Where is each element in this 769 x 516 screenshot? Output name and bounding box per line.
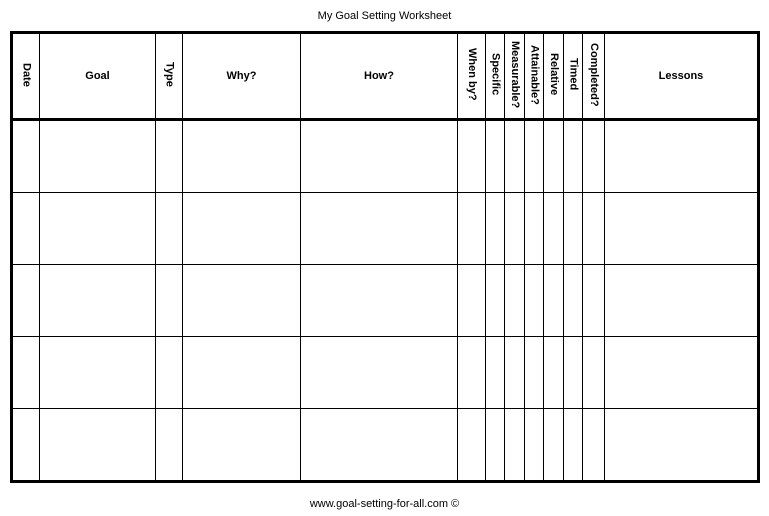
cell-how[interactable] <box>301 337 458 409</box>
cell-lessons[interactable] <box>605 120 759 193</box>
column-label: Date <box>20 62 33 87</box>
column-header-date <box>12 33 40 120</box>
cell-completed[interactable] <box>583 265 605 337</box>
worksheet-title: My Goal Setting Worksheet <box>317 10 452 22</box>
cell-specific[interactable] <box>486 265 505 337</box>
header-row <box>12 33 759 120</box>
column-label: Specific <box>489 53 502 96</box>
column-header-measurable <box>505 33 525 120</box>
cell-specific[interactable] <box>486 409 505 482</box>
column-label: Lessons <box>658 70 704 82</box>
cell-attainable[interactable] <box>525 409 544 482</box>
cell-attainable[interactable] <box>525 337 544 409</box>
cell-lessons[interactable] <box>605 337 759 409</box>
cell-measurable[interactable] <box>505 193 525 265</box>
cell-why[interactable] <box>183 193 301 265</box>
column-label: Completed? <box>588 42 600 107</box>
cell-when_by[interactable] <box>458 265 486 337</box>
column-label: Measurable? <box>509 40 521 109</box>
cell-timed[interactable] <box>564 193 583 265</box>
cell-completed[interactable] <box>583 193 605 265</box>
cell-goal[interactable] <box>40 337 156 409</box>
cell-measurable[interactable] <box>505 337 525 409</box>
table-row <box>12 120 759 193</box>
table-row <box>12 265 759 337</box>
cell-goal[interactable] <box>40 120 156 193</box>
cell-measurable[interactable] <box>505 120 525 193</box>
cell-type[interactable] <box>156 265 183 337</box>
column-label: Timed <box>567 58 580 91</box>
cell-measurable[interactable] <box>505 265 525 337</box>
cell-how[interactable] <box>301 265 458 337</box>
footer-credit: www.goal-setting-for-all.com © <box>309 498 460 510</box>
cell-why[interactable] <box>183 337 301 409</box>
cell-lessons[interactable] <box>605 409 759 482</box>
column-header-attainable <box>525 33 544 120</box>
cell-when_by[interactable] <box>458 337 486 409</box>
cell-specific[interactable] <box>486 120 505 193</box>
cell-how[interactable] <box>301 120 458 193</box>
cell-date[interactable] <box>12 409 40 482</box>
column-header-when-by <box>458 33 486 120</box>
cell-when_by[interactable] <box>458 409 486 482</box>
cell-completed[interactable] <box>583 120 605 193</box>
column-label: Attainable? <box>528 44 541 105</box>
column-label: Type <box>163 62 176 87</box>
cell-lessons[interactable] <box>605 265 759 337</box>
cell-goal[interactable] <box>40 265 156 337</box>
column-header-relative <box>544 33 564 120</box>
cell-date[interactable] <box>12 265 40 337</box>
cell-timed[interactable] <box>564 409 583 482</box>
cell-why[interactable] <box>183 265 301 337</box>
column-label: Why? <box>226 70 257 82</box>
cell-attainable[interactable] <box>525 193 544 265</box>
cell-timed[interactable] <box>564 120 583 193</box>
cell-how[interactable] <box>301 193 458 265</box>
column-header-specific <box>486 33 505 120</box>
cell-type[interactable] <box>156 337 183 409</box>
cell-attainable[interactable] <box>525 265 544 337</box>
cell-relative[interactable] <box>544 265 564 337</box>
cell-timed[interactable] <box>564 337 583 409</box>
cell-relative[interactable] <box>544 337 564 409</box>
column-header-type <box>156 33 183 120</box>
column-label: When by? <box>466 48 478 101</box>
cell-specific[interactable] <box>486 193 505 265</box>
column-header-completed <box>583 33 605 120</box>
column-label: Goal <box>85 70 110 82</box>
cell-measurable[interactable] <box>505 409 525 482</box>
column-header-why <box>183 33 301 120</box>
cell-type[interactable] <box>156 193 183 265</box>
cell-lessons[interactable] <box>605 193 759 265</box>
cell-relative[interactable] <box>544 409 564 482</box>
cell-how[interactable] <box>301 409 458 482</box>
column-header-goal <box>40 33 156 120</box>
cell-when_by[interactable] <box>458 193 486 265</box>
cell-type[interactable] <box>156 120 183 193</box>
cell-why[interactable] <box>183 409 301 482</box>
cell-timed[interactable] <box>564 265 583 337</box>
table-row <box>12 409 759 482</box>
cell-why[interactable] <box>183 120 301 193</box>
table-row <box>12 337 759 409</box>
cell-completed[interactable] <box>583 337 605 409</box>
column-header-how <box>301 33 458 120</box>
column-label: Relative <box>548 53 560 96</box>
cell-goal[interactable] <box>40 193 156 265</box>
cell-relative[interactable] <box>544 120 564 193</box>
cell-date[interactable] <box>12 337 40 409</box>
cell-date[interactable] <box>12 120 40 193</box>
cell-attainable[interactable] <box>525 120 544 193</box>
column-header-lessons <box>605 33 759 120</box>
cell-when_by[interactable] <box>458 120 486 193</box>
goal-worksheet-table <box>10 31 760 483</box>
column-label: How? <box>364 70 394 82</box>
cell-relative[interactable] <box>544 193 564 265</box>
column-header-timed <box>564 33 583 120</box>
cell-type[interactable] <box>156 409 183 482</box>
cell-specific[interactable] <box>486 337 505 409</box>
cell-completed[interactable] <box>583 409 605 482</box>
cell-date[interactable] <box>12 193 40 265</box>
table-row <box>12 193 759 265</box>
cell-goal[interactable] <box>40 409 156 482</box>
